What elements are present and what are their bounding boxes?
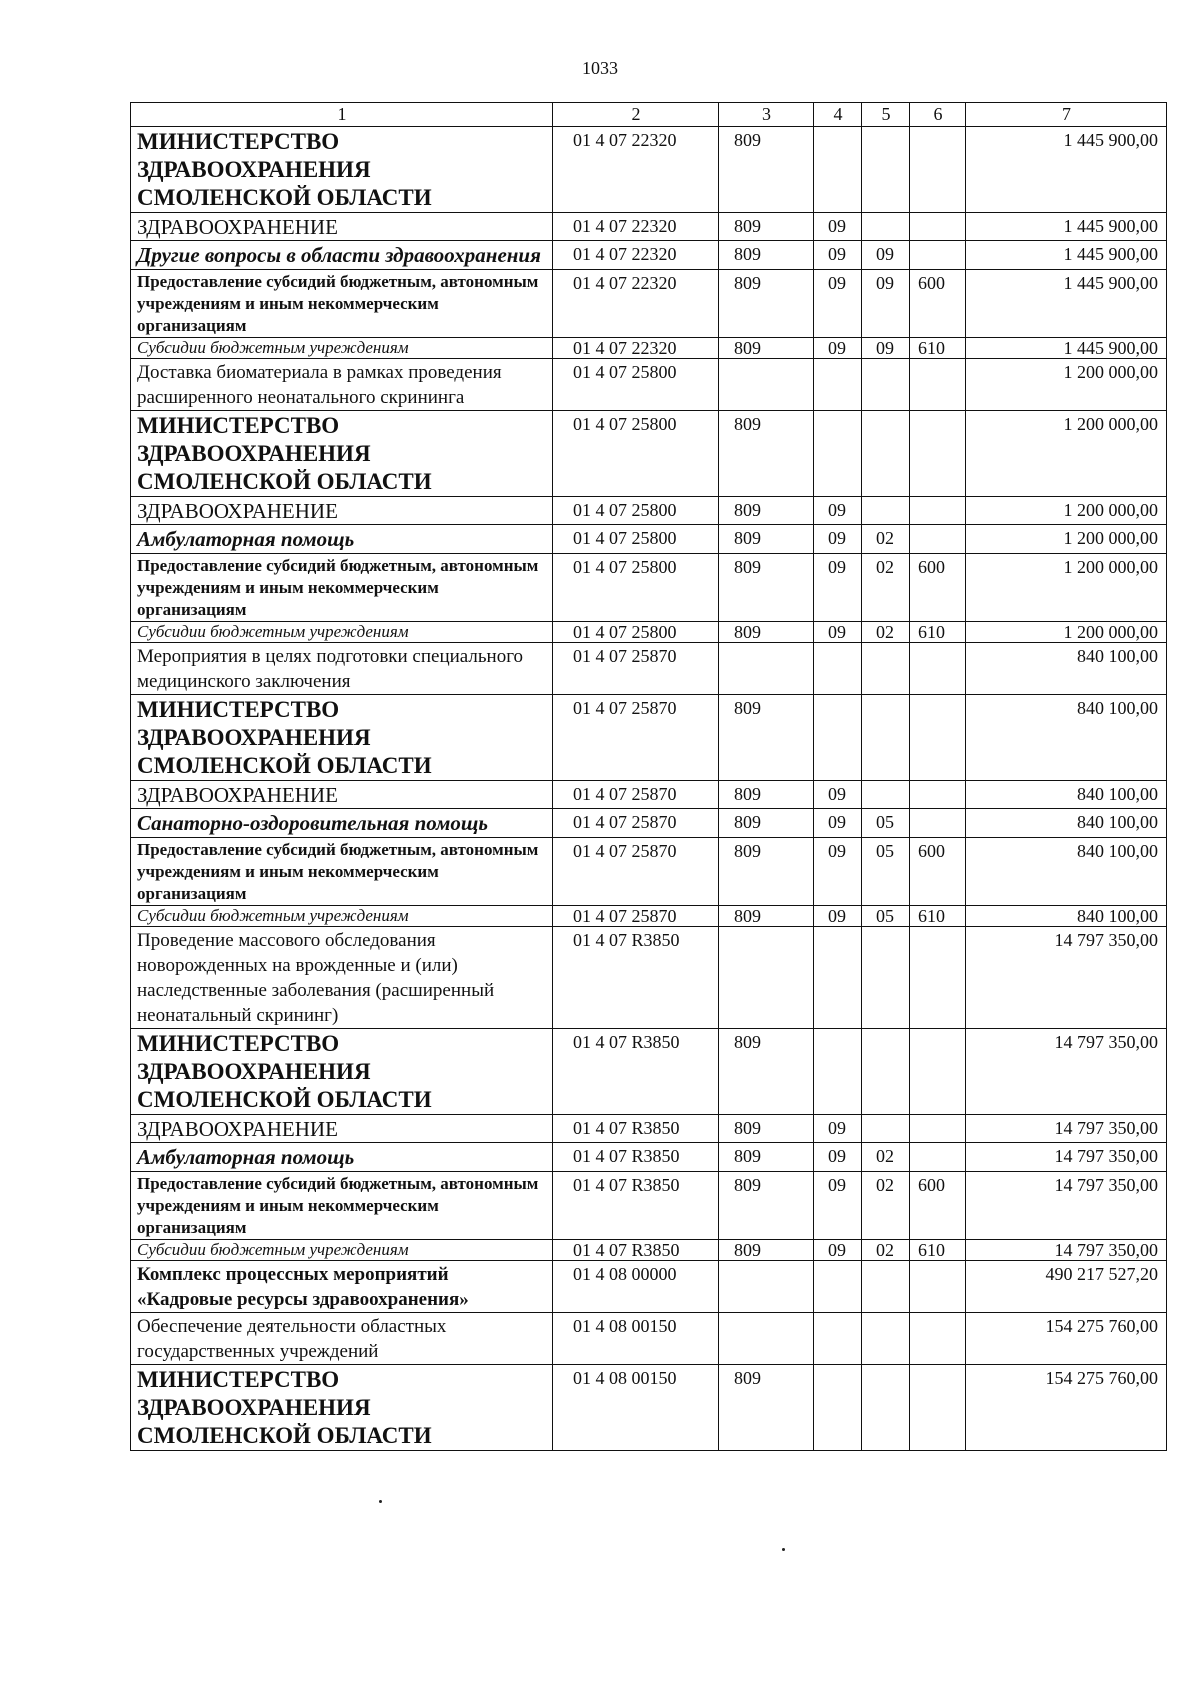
table-row xyxy=(131,643,1167,695)
row-amount: 14 797 350,00 xyxy=(966,927,1167,1029)
row-subsection-code: 05 xyxy=(862,809,910,838)
table-row xyxy=(131,241,1167,270)
row-amount: 1 200 000,00 xyxy=(966,497,1167,525)
row-expense-type: 610 xyxy=(910,906,966,927)
row-section-code xyxy=(814,643,862,695)
row-code: 01 4 07 R3850 xyxy=(553,1172,719,1240)
row-section-code: 09 xyxy=(814,241,862,270)
row-grbs: 809 xyxy=(719,1240,814,1261)
row-code: 01 4 07 25800 xyxy=(553,359,719,411)
row-subsection-code: 09 xyxy=(862,241,910,270)
table-row xyxy=(131,497,1167,525)
row-amount: 14 797 350,00 xyxy=(966,1115,1167,1143)
table-row xyxy=(131,359,1167,411)
row-grbs: 809 xyxy=(719,127,814,213)
row-grbs: 809 xyxy=(719,554,814,622)
row-section-code xyxy=(814,1261,862,1313)
row-section-code: 09 xyxy=(814,1143,862,1172)
row-expense-type xyxy=(910,411,966,497)
row-name: МИНИСТЕРСТВО ЗДРАВООХРАНЕНИЯ СМОЛЕНСКОЙ ОБЛАСТИ xyxy=(131,411,553,497)
row-amount: 1 200 000,00 xyxy=(966,411,1167,497)
row-grbs: 809 xyxy=(719,213,814,241)
row-grbs: 809 xyxy=(719,270,814,338)
table-row xyxy=(131,411,1167,497)
column-header: 5 xyxy=(862,103,910,127)
table-row xyxy=(131,1143,1167,1172)
row-name: Санаторно-оздоровительная помощь xyxy=(131,809,553,838)
table-row xyxy=(131,554,1167,622)
row-section-code: 09 xyxy=(814,906,862,927)
table-row xyxy=(131,622,1167,643)
row-section-code: 09 xyxy=(814,213,862,241)
column-header: 6 xyxy=(910,103,966,127)
row-name: МИНИСТЕРСТВО ЗДРАВООХРАНЕНИЯ СМОЛЕНСКОЙ ОБЛАСТИ xyxy=(131,695,553,781)
row-name: Обеспечение деятельности областных государственных учреждений xyxy=(131,1313,553,1365)
row-expense-type xyxy=(910,1313,966,1365)
row-subsection-code xyxy=(862,781,910,809)
row-code: 01 4 08 00150 xyxy=(553,1313,719,1365)
row-expense-type xyxy=(910,1143,966,1172)
row-amount: 1 445 900,00 xyxy=(966,127,1167,213)
row-expense-type: 600 xyxy=(910,1172,966,1240)
row-expense-type: 600 xyxy=(910,554,966,622)
row-name: Комплекс процессных мероприятий «Кадровые ресурсы здравоохранения» xyxy=(131,1261,553,1313)
row-section-code xyxy=(814,1365,862,1451)
row-section-code: 09 xyxy=(814,497,862,525)
row-code: 01 4 07 25870 xyxy=(553,695,719,781)
row-expense-type xyxy=(910,643,966,695)
row-subsection-code xyxy=(862,695,910,781)
row-grbs: 809 xyxy=(719,809,814,838)
row-amount: 1 445 900,00 xyxy=(966,338,1167,359)
row-code: 01 4 07 R3850 xyxy=(553,1143,719,1172)
row-name: Субсидии бюджетным учреждениям xyxy=(131,906,553,927)
row-code: 01 4 07 25800 xyxy=(553,622,719,643)
row-subsection-code xyxy=(862,1261,910,1313)
row-subsection-code xyxy=(862,643,910,695)
row-name: Предоставление субсидий бюджетным, автономным учреждениям и иным некоммерческим организациям xyxy=(131,1172,553,1240)
row-amount: 1 200 000,00 xyxy=(966,622,1167,643)
row-code: 01 4 07 22320 xyxy=(553,338,719,359)
row-amount: 840 100,00 xyxy=(966,781,1167,809)
row-expense-type xyxy=(910,695,966,781)
table-row xyxy=(131,213,1167,241)
row-name: Амбулаторная помощь xyxy=(131,1143,553,1172)
row-subsection-code: 02 xyxy=(862,1143,910,1172)
row-amount: 1 200 000,00 xyxy=(966,525,1167,554)
row-subsection-code: 09 xyxy=(862,338,910,359)
row-expense-type: 600 xyxy=(910,270,966,338)
row-expense-type xyxy=(910,525,966,554)
column-header: 2 xyxy=(553,103,719,127)
row-code: 01 4 07 R3850 xyxy=(553,1115,719,1143)
row-code: 01 4 07 25800 xyxy=(553,525,719,554)
table-row xyxy=(131,1029,1167,1115)
row-name: Субсидии бюджетным учреждениям xyxy=(131,1240,553,1261)
row-amount: 840 100,00 xyxy=(966,643,1167,695)
row-name: Проведение массового обследования новорожденных на врожденные и (или) наследственные заболевания (расширенный неонатальный скрининг) xyxy=(131,927,553,1029)
row-expense-type: 600 xyxy=(910,838,966,906)
row-expense-type xyxy=(910,1261,966,1313)
row-grbs: 809 xyxy=(719,411,814,497)
table-row xyxy=(131,1172,1167,1240)
row-expense-type xyxy=(910,359,966,411)
row-subsection-code: 09 xyxy=(862,270,910,338)
row-subsection-code: 02 xyxy=(862,1240,910,1261)
row-grbs: 809 xyxy=(719,1143,814,1172)
row-name: Предоставление субсидий бюджетным, автономным учреждениям и иным некоммерческим организациям xyxy=(131,270,553,338)
row-code: 01 4 08 00000 xyxy=(553,1261,719,1313)
table-row xyxy=(131,809,1167,838)
row-grbs: 809 xyxy=(719,338,814,359)
row-grbs: 809 xyxy=(719,838,814,906)
row-grbs: 809 xyxy=(719,497,814,525)
table-row xyxy=(131,1261,1167,1313)
row-subsection-code: 02 xyxy=(862,554,910,622)
column-header: 3 xyxy=(719,103,814,127)
row-grbs: 809 xyxy=(719,906,814,927)
row-amount: 1 200 000,00 xyxy=(966,359,1167,411)
row-amount: 490 217 527,20 xyxy=(966,1261,1167,1313)
row-amount: 154 275 760,00 xyxy=(966,1313,1167,1365)
column-header: 1 xyxy=(131,103,553,127)
row-section-code: 09 xyxy=(814,554,862,622)
table-row xyxy=(131,1365,1167,1451)
row-section-code: 09 xyxy=(814,838,862,906)
table-row xyxy=(131,781,1167,809)
row-name: ЗДРАВООХРАНЕНИЕ xyxy=(131,213,553,241)
row-section-code: 09 xyxy=(814,781,862,809)
table-row xyxy=(131,270,1167,338)
row-section-code xyxy=(814,695,862,781)
row-section-code: 09 xyxy=(814,809,862,838)
row-name: ЗДРАВООХРАНЕНИЕ xyxy=(131,1115,553,1143)
row-grbs: 809 xyxy=(719,1172,814,1240)
column-header: 7 xyxy=(966,103,1167,127)
page-number: 1033 xyxy=(582,58,618,78)
table-row xyxy=(131,927,1167,1029)
header-row xyxy=(131,103,1167,127)
row-subsection-code xyxy=(862,213,910,241)
row-amount: 1 445 900,00 xyxy=(966,270,1167,338)
row-grbs: 809 xyxy=(719,1029,814,1115)
row-code: 01 4 07 25870 xyxy=(553,643,719,695)
row-code: 01 4 07 25870 xyxy=(553,906,719,927)
row-subsection-code: 02 xyxy=(862,622,910,643)
row-name: ЗДРАВООХРАНЕНИЕ xyxy=(131,497,553,525)
row-amount: 14 797 350,00 xyxy=(966,1240,1167,1261)
row-grbs xyxy=(719,359,814,411)
row-subsection-code xyxy=(862,1365,910,1451)
row-grbs: 809 xyxy=(719,781,814,809)
row-subsection-code xyxy=(862,127,910,213)
row-expense-type xyxy=(910,1115,966,1143)
row-expense-type xyxy=(910,497,966,525)
table-body xyxy=(131,127,1167,1451)
table-row xyxy=(131,695,1167,781)
row-code: 01 4 07 R3850 xyxy=(553,1029,719,1115)
row-grbs xyxy=(719,1313,814,1365)
row-amount: 1 200 000,00 xyxy=(966,554,1167,622)
row-section-code: 09 xyxy=(814,338,862,359)
row-amount: 840 100,00 xyxy=(966,695,1167,781)
row-name: Предоставление субсидий бюджетным, автономным учреждениям и иным некоммерческим организациям xyxy=(131,838,553,906)
row-amount: 1 445 900,00 xyxy=(966,241,1167,270)
row-subsection-code xyxy=(862,497,910,525)
row-amount: 840 100,00 xyxy=(966,838,1167,906)
row-name: МИНИСТЕРСТВО ЗДРАВООХРАНЕНИЯ СМОЛЕНСКОЙ ОБЛАСТИ xyxy=(131,127,553,213)
row-name: ЗДРАВООХРАНЕНИЕ xyxy=(131,781,553,809)
row-expense-type xyxy=(910,241,966,270)
row-amount: 14 797 350,00 xyxy=(966,1029,1167,1115)
row-section-code: 09 xyxy=(814,1172,862,1240)
row-section-code: 09 xyxy=(814,622,862,643)
table-row xyxy=(131,906,1167,927)
budget-table xyxy=(130,102,1167,1451)
row-expense-type xyxy=(910,1365,966,1451)
row-code: 01 4 07 R3850 xyxy=(553,1240,719,1261)
row-amount: 14 797 350,00 xyxy=(966,1172,1167,1240)
row-grbs: 809 xyxy=(719,241,814,270)
row-section-code xyxy=(814,1029,862,1115)
row-subsection-code: 05 xyxy=(862,838,910,906)
row-code: 01 4 07 22320 xyxy=(553,270,719,338)
table-row xyxy=(131,1115,1167,1143)
table-row xyxy=(131,838,1167,906)
row-expense-type xyxy=(910,781,966,809)
row-section-code: 09 xyxy=(814,1240,862,1261)
row-subsection-code xyxy=(862,411,910,497)
row-code: 01 4 07 25800 xyxy=(553,497,719,525)
table-row xyxy=(131,1313,1167,1365)
row-name: Предоставление субсидий бюджетным, автономным учреждениям и иным некоммерческим организациям xyxy=(131,554,553,622)
row-grbs: 809 xyxy=(719,1365,814,1451)
row-code: 01 4 07 22320 xyxy=(553,213,719,241)
table-row xyxy=(131,338,1167,359)
row-name: Субсидии бюджетным учреждениям xyxy=(131,338,553,359)
row-section-code: 09 xyxy=(814,270,862,338)
row-name: Другие вопросы в области здравоохранения xyxy=(131,241,553,270)
row-subsection-code: 05 xyxy=(862,906,910,927)
row-grbs: 809 xyxy=(719,525,814,554)
row-subsection-code: 02 xyxy=(862,1172,910,1240)
row-grbs xyxy=(719,1261,814,1313)
row-subsection-code xyxy=(862,1313,910,1365)
row-grbs: 809 xyxy=(719,695,814,781)
row-code: 01 4 07 25800 xyxy=(553,554,719,622)
table-row xyxy=(131,127,1167,213)
row-subsection-code xyxy=(862,927,910,1029)
row-expense-type: 610 xyxy=(910,622,966,643)
row-code: 01 4 07 25870 xyxy=(553,809,719,838)
row-section-code xyxy=(814,411,862,497)
row-code: 01 4 08 00150 xyxy=(553,1365,719,1451)
row-subsection-code xyxy=(862,1029,910,1115)
row-expense-type: 610 xyxy=(910,338,966,359)
row-amount: 840 100,00 xyxy=(966,906,1167,927)
scan-speck xyxy=(782,1548,785,1551)
row-section-code: 09 xyxy=(814,1115,862,1143)
row-name: Доставка биоматериала в рамках проведения расширенного неонатального скрининга xyxy=(131,359,553,411)
row-code: 01 4 07 25800 xyxy=(553,411,719,497)
row-name: Амбулаторная помощь xyxy=(131,525,553,554)
row-amount: 154 275 760,00 xyxy=(966,1365,1167,1451)
row-name: Субсидии бюджетным учреждениям xyxy=(131,622,553,643)
row-code: 01 4 07 22320 xyxy=(553,127,719,213)
row-expense-type xyxy=(910,1029,966,1115)
row-section-code xyxy=(814,127,862,213)
row-section-code xyxy=(814,927,862,1029)
row-grbs: 809 xyxy=(719,1115,814,1143)
row-amount: 840 100,00 xyxy=(966,809,1167,838)
row-subsection-code xyxy=(862,1115,910,1143)
row-name: МИНИСТЕРСТВО ЗДРАВООХРАНЕНИЯ СМОЛЕНСКОЙ ОБЛАСТИ xyxy=(131,1029,553,1115)
row-code: 01 4 07 22320 xyxy=(553,241,719,270)
row-expense-type xyxy=(910,809,966,838)
row-name: МИНИСТЕРСТВО ЗДРАВООХРАНЕНИЯ СМОЛЕНСКОЙ ОБЛАСТИ xyxy=(131,1365,553,1451)
row-expense-type xyxy=(910,127,966,213)
row-amount: 1 445 900,00 xyxy=(966,213,1167,241)
row-grbs xyxy=(719,927,814,1029)
row-code: 01 4 07 25870 xyxy=(553,838,719,906)
row-grbs xyxy=(719,643,814,695)
row-name: Мероприятия в целях подготовки специального медицинского заключения xyxy=(131,643,553,695)
row-code: 01 4 07 R3850 xyxy=(553,927,719,1029)
row-expense-type xyxy=(910,927,966,1029)
table-row xyxy=(131,1240,1167,1261)
row-grbs: 809 xyxy=(719,622,814,643)
column-header: 4 xyxy=(814,103,862,127)
row-code: 01 4 07 25870 xyxy=(553,781,719,809)
scan-speck xyxy=(379,1500,382,1503)
row-subsection-code: 02 xyxy=(862,525,910,554)
row-section-code xyxy=(814,359,862,411)
row-expense-type: 610 xyxy=(910,1240,966,1261)
row-amount: 14 797 350,00 xyxy=(966,1143,1167,1172)
row-section-code xyxy=(814,1313,862,1365)
row-section-code: 09 xyxy=(814,525,862,554)
row-expense-type xyxy=(910,213,966,241)
table-row xyxy=(131,525,1167,554)
row-subsection-code xyxy=(862,359,910,411)
